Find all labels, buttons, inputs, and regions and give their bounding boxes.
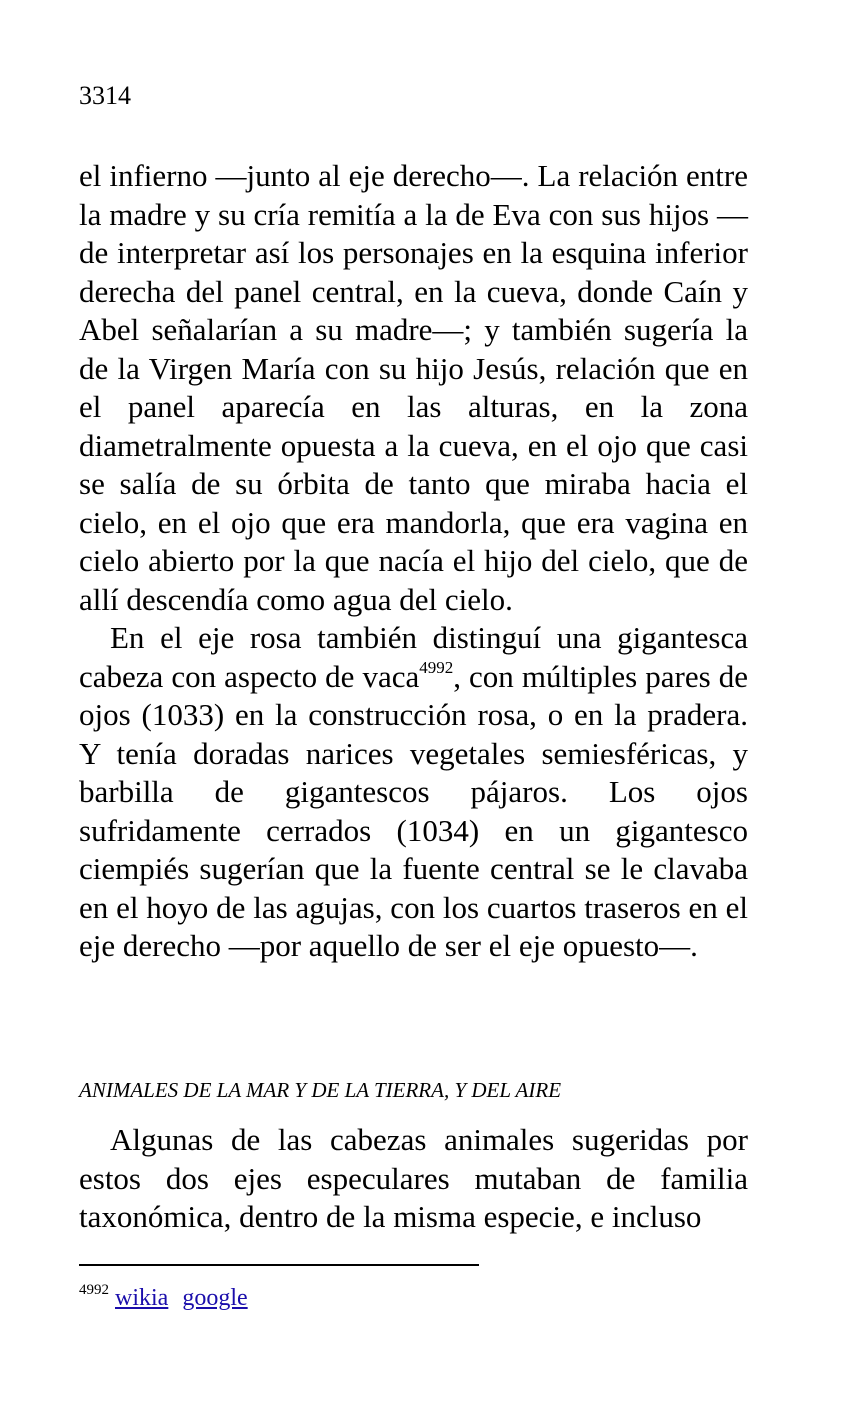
- footnote-link-google[interactable]: google: [182, 1285, 248, 1311]
- paragraph-text: , con múltiples pares de ojos (1033) en la construcción rosa, o en la pradera. Y tenía doradas narices vegetales semiesféricas, y barbilla de gigantescos pájaros. Los ojos sufridamente cerrados (1034) en un gigantesco ciempiés sugerían que la fuente central se le clavaba en el hoyo de las agujas, con los cuartos traseros en el eje derecho —por aquello de ser el eje opuesto—.: [79, 658, 748, 963]
- paragraph: el infierno —junto al eje derecho—. La relación entre la madre y su cría remitía a la de Eva con sus hijos —de interpretar así los personajes en la esquina inferior derecha del panel central, en la cueva, donde Caín y Abel señalarían a su madre—; y también sugería la de la Virgen María con su hijo Jesús, relación que en el panel aparecía en las alturas, en la zona diametralmente opuesta a la cueva, en el ojo que casi se salía de su órbita de tanto que miraba hacia el cielo, en el ojo que era mandorla, que era vagina en cielo abierto por la que nacía el hijo del cielo, que de allí descendía como agua del cielo.: [79, 158, 748, 617]
- footnote-reference[interactable]: 4992: [419, 657, 454, 677]
- footnote-divider: [79, 1264, 479, 1266]
- paragraph: Algunas de las cabezas animales sugeridas por estos dos ejes especulares mutaban de familia taxonómica, dentro de la misma especie, e incluso: [79, 1122, 748, 1234]
- main-text: [79, 157, 748, 966]
- footnote: [79, 1282, 262, 1314]
- main-text-continued: [79, 1121, 748, 1237]
- paragraph-text: En el eje rosa también distinguí una gigantesca cabeza con aspecto de vaca: [79, 620, 748, 694]
- paragraph: [79, 619, 748, 966]
- footnote-number: 4992: [79, 1282, 109, 1298]
- page-number: 3314: [79, 81, 131, 110]
- footnote-link-wikia[interactable]: wikia: [115, 1285, 169, 1311]
- section-heading: ANIMALES DE LA MAR Y DE LA TIERRA, Y DEL AIRE: [79, 1078, 562, 1102]
